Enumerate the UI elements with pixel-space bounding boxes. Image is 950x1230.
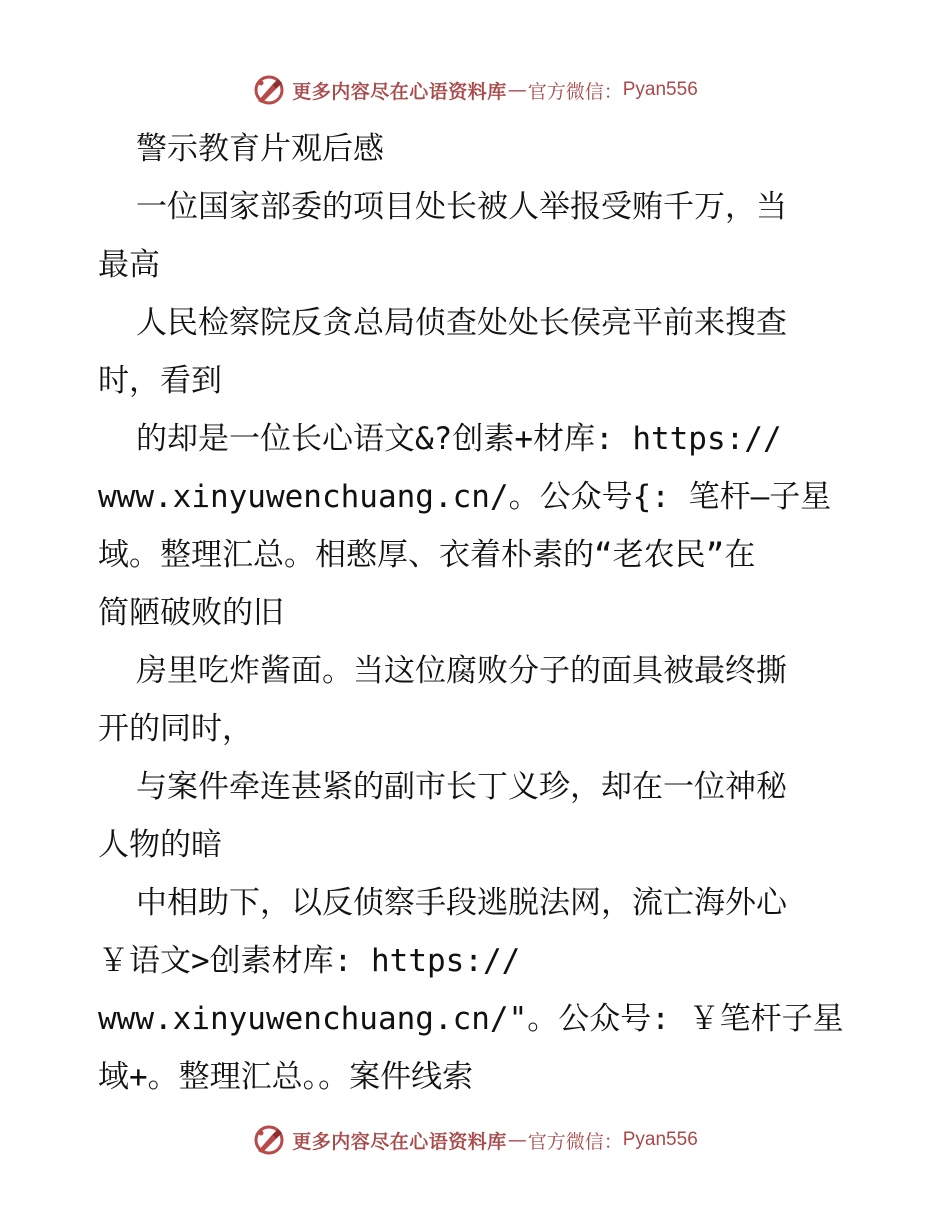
footer-banner-wechat-id: Pyan556: [622, 1129, 698, 1150]
text-line: 房里吃炸酱面。当这位腐败分子的面具被最终撕: [136, 653, 787, 689]
text-line: 人物的暗: [98, 827, 222, 863]
text-line: 一位国家部委的项目处长被人举报受贿千万，当: [136, 189, 787, 225]
text-line: 人民检察院反贪总局侦查处处长侯亮平前来搜查: [136, 305, 787, 341]
header-banner-wechat-id: Pyan556: [622, 79, 698, 100]
footer-banner: [0, 1120, 950, 1160]
text-line: 与案件牵连甚紧的副市长丁义珍，却在一位神秘: [136, 769, 787, 805]
text-line: 开的同时，: [98, 711, 253, 747]
pen-logo-icon: [252, 73, 286, 107]
text-line: www.xinyuwenchuang.cn/"。公众号: ￥笔杆子星: [98, 1001, 844, 1037]
pen-logo-icon: [252, 1123, 286, 1157]
text-line: 域。整理汇总。相憨厚、衣着朴素的“老农民”在: [98, 537, 756, 573]
text-line: 简陋破败的旧: [98, 595, 284, 631]
text-line: ￥语文>创素材库: https://: [98, 943, 521, 979]
header-banner: [0, 70, 950, 110]
header-banner-wechat-label: 官方微信：: [527, 80, 623, 103]
footer-banner-text: 更多内容尽在心语资料库: [292, 1130, 507, 1153]
text-line: www.xinyuwenchuang.cn/。公众号{: 笔杆—子星: [98, 479, 832, 515]
header-banner-text: 更多内容尽在心语资料库: [292, 80, 507, 103]
header-banner-dash: —: [507, 79, 527, 101]
document-title: 警示教育片观后感: [136, 131, 384, 167]
text-line: 域+。整理汇总。。案件线索: [98, 1059, 474, 1095]
text-line: 中相助下，以反侦察手段逃脱法网，流亡海外心: [136, 885, 787, 921]
text-line: 最高: [98, 247, 160, 283]
document-body: [98, 120, 858, 1106]
text-line: 时，看到: [98, 363, 222, 399]
text-line: 的却是一位长心语文&?创素+材库: https://: [136, 421, 782, 457]
footer-banner-wechat-label: 官方微信：: [527, 1130, 623, 1153]
footer-banner-dash: —: [507, 1129, 527, 1151]
